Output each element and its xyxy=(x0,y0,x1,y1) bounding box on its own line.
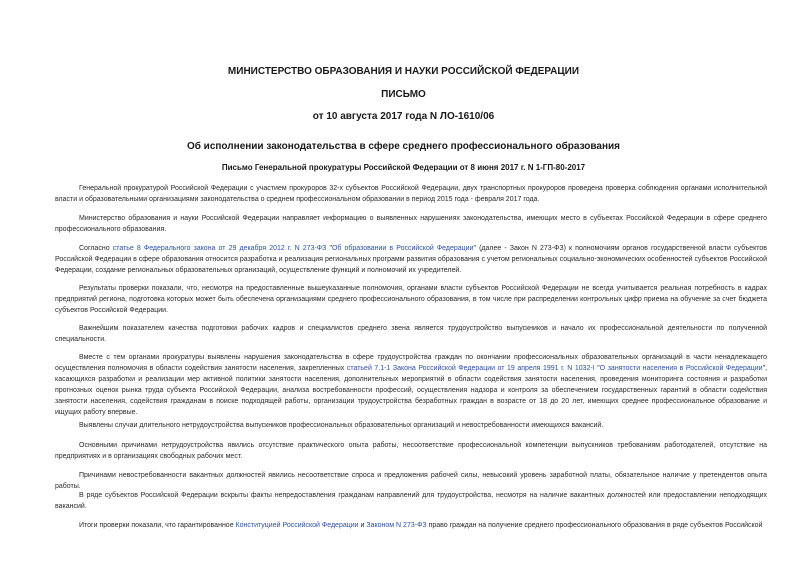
paragraph-6-text-2: " xyxy=(594,365,600,372)
paragraph-6 xyxy=(55,352,767,418)
paragraph-6-text-1: Вместе с тем органами прокуратуры выявлены нарушения законодательства в сфере трудоустройства граждан по окончании профессиональных образовательных организаций в части ненадлежащего осуществления полномочия в области содействия занятости населения, закрепленных xyxy=(55,354,767,372)
paragraph-7: Выявлены случаи длительного нетрудоустройства выпускников профессиональных образовательных организаций и невостребованности имеющихся вакансий. xyxy=(79,422,604,429)
document-date-number: от 10 августа 2017 года N ЛО-1610/06 xyxy=(312,111,495,122)
document-title: Об исполнении законодательства в сфере среднего профессионального образования xyxy=(186,141,621,152)
paragraph-3-text-2: " xyxy=(326,245,332,252)
paragraph-6-text-3: ", касающихся разработки и реализации мер активной политики занятости населения, дополнительных мероприятий в области содействия занятости населения, проведения мониторинга состояния и разработки прогнозных оценок рынка труда субъекта Российской Федерации, анализа востребованности профессий, осуществления надзора и контроля за обеспечением государственных гарантий в области содействия занятости населения, содействия гражданам в поиске подходящей работы, организации трудоустройства безработных граждан в возрасте от 18 до 20 лет, имеющих среднее профессиональное образование и ищущих работу впервые. xyxy=(55,365,768,416)
paragraph-8: Основными причинами нетрудоустройства явились отсутствие практического опыта работы, несоответствие профессиональной компетенции выпускников требованиям работодателей, отсутствие на предприятиях и в организациях свободных рабочих мест. xyxy=(55,442,767,460)
paragraph-11-text-3: право граждан на получение среднего профессионального образования в ряде субъектов Российской xyxy=(426,522,763,529)
paragraph-3 xyxy=(55,243,767,276)
paragraph-9: Причинами невостребованности вакантных должностей явились несоответствие спроса и предложения рабочей силы, невысокий уровень заработной платы, обязательное наличие у претендентов опыта работы. xyxy=(55,472,767,490)
paragraph-11-text-2: и xyxy=(358,522,367,529)
paragraph-4: Результаты проверки показали, что, несмотря на предоставленные вышеуказанные полномочия, органами власти субъектов Российской Федерации не всегда учитывается реальная потребность в кадрах предприятий региона, подготовка которых может быть обеспечена организациями среднего профессионального образования, в том числе при распределении контрольных цифр приема на обучение за счет бюджета субъектов Российской Федерации. xyxy=(55,285,767,314)
law-273-article-8-link[interactable]: статье 8 Федерального закона от 29 декабря 2012 г. N 273-ФЗ xyxy=(112,245,327,252)
education-law-link[interactable]: Об образовании в Российской Федерации xyxy=(331,245,474,252)
paragraph-3-text-1: Согласно xyxy=(79,245,113,252)
paragraph-2: Министерство образования и науки Российской Федерации направляет информацию о выявленных нарушениях законодательства, имеющих место в субъектах Российской Федерации в сфере среднего профессионального образования. xyxy=(55,215,767,233)
law-1032-article-7-link[interactable]: статьей 7.1-1 Закона Российской Федерации от 19 апреля 1991 г. N 1032-I xyxy=(346,365,595,372)
paragraph-10: В ряде субъектов Российской Федерации вскрыты факты непредоставления гражданам направлений для трудоустройства, несмотря на наличие вакантных должностей или предоставлении неподходящих вакансий. xyxy=(55,492,767,510)
ministry-heading: МИНИСТЕРСТВО ОБРАЗОВАНИЯ И НАУКИ РОССИЙСКОЙ ФЕДЕРАЦИИ xyxy=(227,66,580,77)
document-type-heading: ПИСЬМО xyxy=(381,89,426,100)
document-subtitle: Письмо Генеральной прокуратуры Российской Федерации от 8 июня 2017 г. N 1-ГП-80-2017 xyxy=(221,163,586,172)
law-273-link[interactable]: Законом N 273-ФЗ xyxy=(366,522,427,529)
paragraph-11 xyxy=(55,520,767,531)
paragraph-5: Важнейшим показателем качества подготовки рабочих кадров и специалистов среднего звена является трудоустройство выпускников и начало их профессиональной деятельности по полученной специальности. xyxy=(55,325,767,343)
paragraph-11-text-1: Итоги проверки показали, что гарантированное xyxy=(79,522,236,529)
employment-law-link[interactable]: О занятости населения в Российской Федерации xyxy=(599,365,763,372)
paragraph-1: Генеральной прокуратурой Российской Федерации с участием прокуроров 32-х субъектов Российской Федерации, двух транспортных прокуроров проведена проверка соблюдения органами исполнительной власти и образовательными организациями законодательства о среднем профессиональном образовании в период 2015 года - февраля 2017 года. xyxy=(55,185,767,203)
constitution-link[interactable]: Конституцией Российской Федерации xyxy=(235,522,359,529)
paragraph-3-text-3: " (далее - Закон N 273-ФЗ) к полномочиям органов государственной власти субъектов Российской Федерации в сфере образования относится разработка и реализация региональных программ развития образования с учетом региональных социально-экономических особенностей субъектов Российской Федерации, создание региональных образовательных организаций, осуществление функций и полномочий их учредителей. xyxy=(55,245,768,274)
